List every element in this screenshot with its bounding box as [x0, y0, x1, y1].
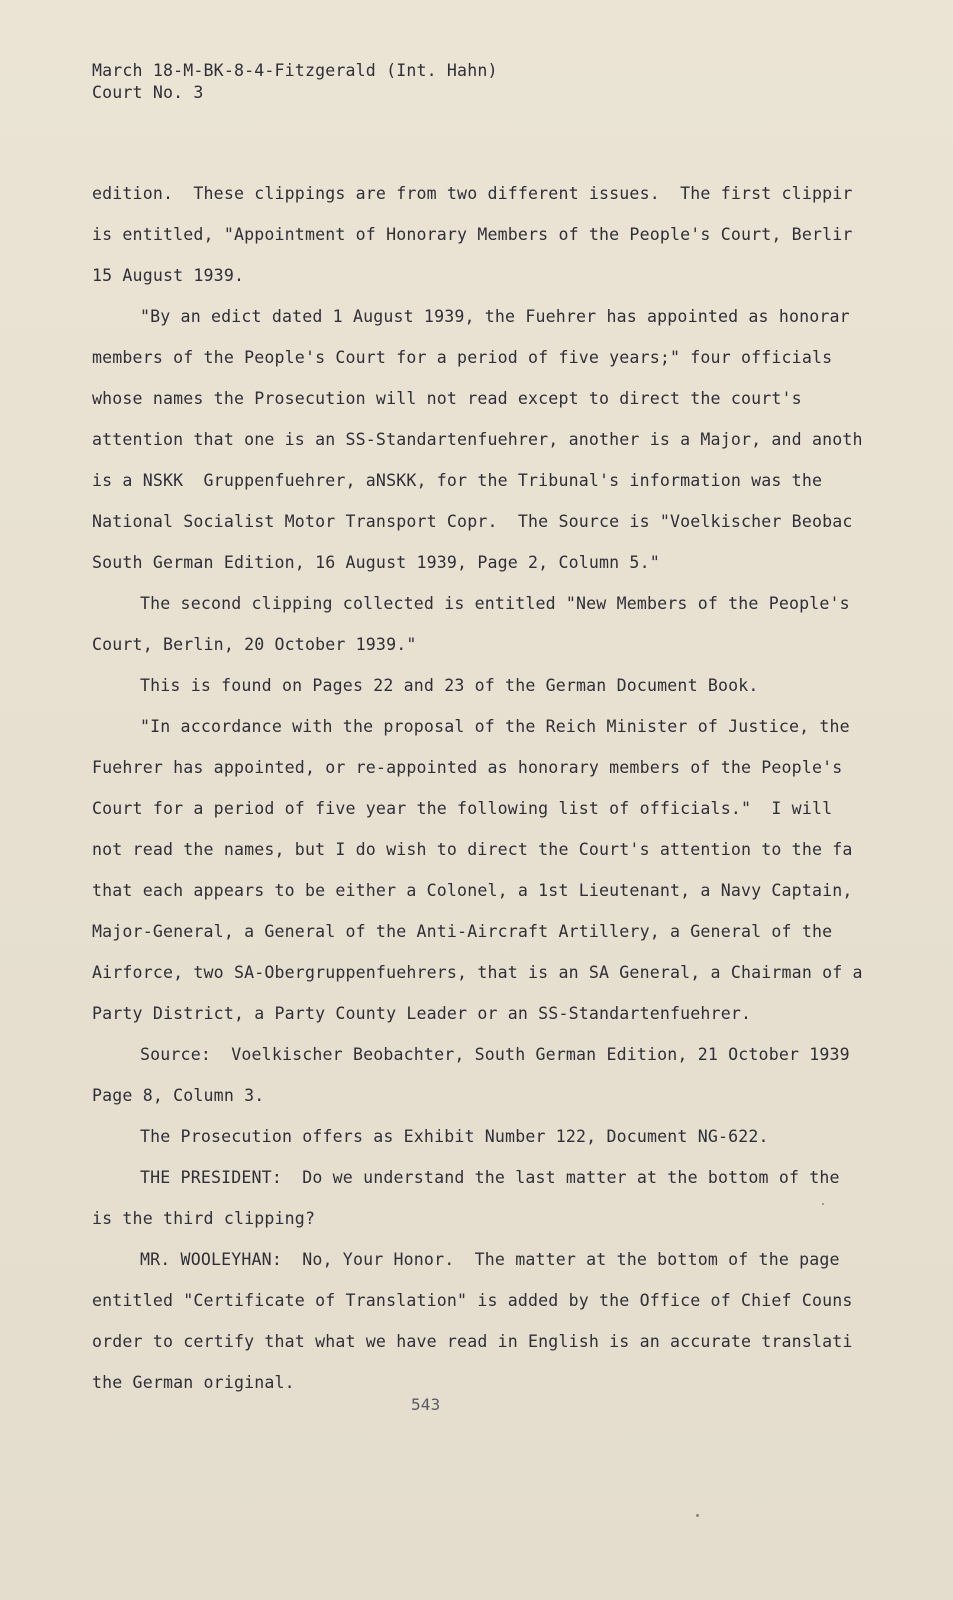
transcript-line: is a NSKK Gruppenfuehrer, aNSKK, for the Tribunal's information was the: [92, 471, 823, 490]
transcript-line: Court for a period of five year the following list of officials." I will: [92, 799, 833, 818]
page-number: 543: [411, 1395, 441, 1414]
transcript-line: Source: Voelkischer Beobachter, South German Edition, 21 October 1939: [140, 1045, 850, 1064]
transcript-line: is entitled, "Appointment of Honorary Members of the People's Court, Berlir: [92, 225, 853, 244]
transcript-line: whose names the Prosecution will not read except to direct the court's: [92, 389, 802, 408]
transcript-line: not read the names, but I do wish to direct the Court's attention to the fa: [92, 840, 853, 859]
transcript-body: [92, 0, 946, 1395]
transcript-line: 15 August 1939.: [92, 266, 245, 285]
header-session-line: March 18-M-BK-8-4-Fitzgerald (Int. Hahn): [92, 61, 498, 80]
transcript-line: that each appears to be either a Colonel, a 1st Lieutenant, a Navy Captain,: [92, 881, 853, 900]
transcript-line: edition. These clippings are from two different issues. The first clippir: [92, 184, 853, 203]
paper-speck: [696, 1514, 699, 1517]
transcript-line: order to certify that what we have read in English is an accurate translati: [92, 1332, 853, 1351]
transcript-line: Fuehrer has appointed, or re-appointed as honorary members of the People's: [92, 758, 843, 777]
transcript-line: "By an edict dated 1 August 1939, the Fuehrer has appointed as honorar: [140, 307, 850, 326]
transcript-line: Party District, a Party County Leader or an SS-Standartenfuehrer.: [92, 1004, 752, 1023]
transcript-line: MR. WOOLEYHAN: No, Your Honor. The matter at the bottom of the page: [140, 1250, 840, 1269]
transcript-line: members of the People's Court for a period of five years;" four officials: [92, 348, 833, 367]
transcript-line: the German original.: [92, 1373, 295, 1392]
transcript-line: This is found on Pages 22 and 23 of the German Document Book.: [140, 676, 759, 695]
transcript-line: Airforce, two SA-Obergruppenfuehrers, that is an SA General, a Chairman of a: [92, 963, 863, 982]
header-court-line: Court No. 3: [92, 83, 204, 102]
transcript-line: The second clipping collected is entitled "New Members of the People's: [140, 594, 850, 613]
transcript-line: Major-General, a General of the Anti-Aircraft Artillery, a General of the: [92, 922, 833, 941]
transcript-line: entitled "Certificate of Translation" is added by the Office of Chief Couns: [92, 1291, 853, 1310]
transcript-line: THE PRESIDENT: Do we understand the last matter at the bottom of the: [140, 1168, 840, 1187]
transcript-line: attention that one is an SS-Standartenfuehrer, another is a Major, and anoth: [92, 430, 863, 449]
transcript-line: Court, Berlin, 20 October 1939.": [92, 635, 417, 654]
transcript-line: "In accordance with the proposal of the Reich Minister of Justice, the: [140, 717, 850, 736]
transcript-line: South German Edition, 16 August 1939, Page 2, Column 5.": [92, 553, 660, 572]
transcript-line: National Socialist Motor Transport Copr. The Source is "Voelkischer Beobac: [92, 512, 853, 531]
transcript-line: The Prosecution offers as Exhibit Number 122, Document NG-622.: [140, 1127, 769, 1146]
transcript-line: Page 8, Column 3.: [92, 1086, 265, 1105]
transcript-line: is the third clipping?: [92, 1209, 316, 1228]
paper-speck: [822, 1203, 824, 1205]
